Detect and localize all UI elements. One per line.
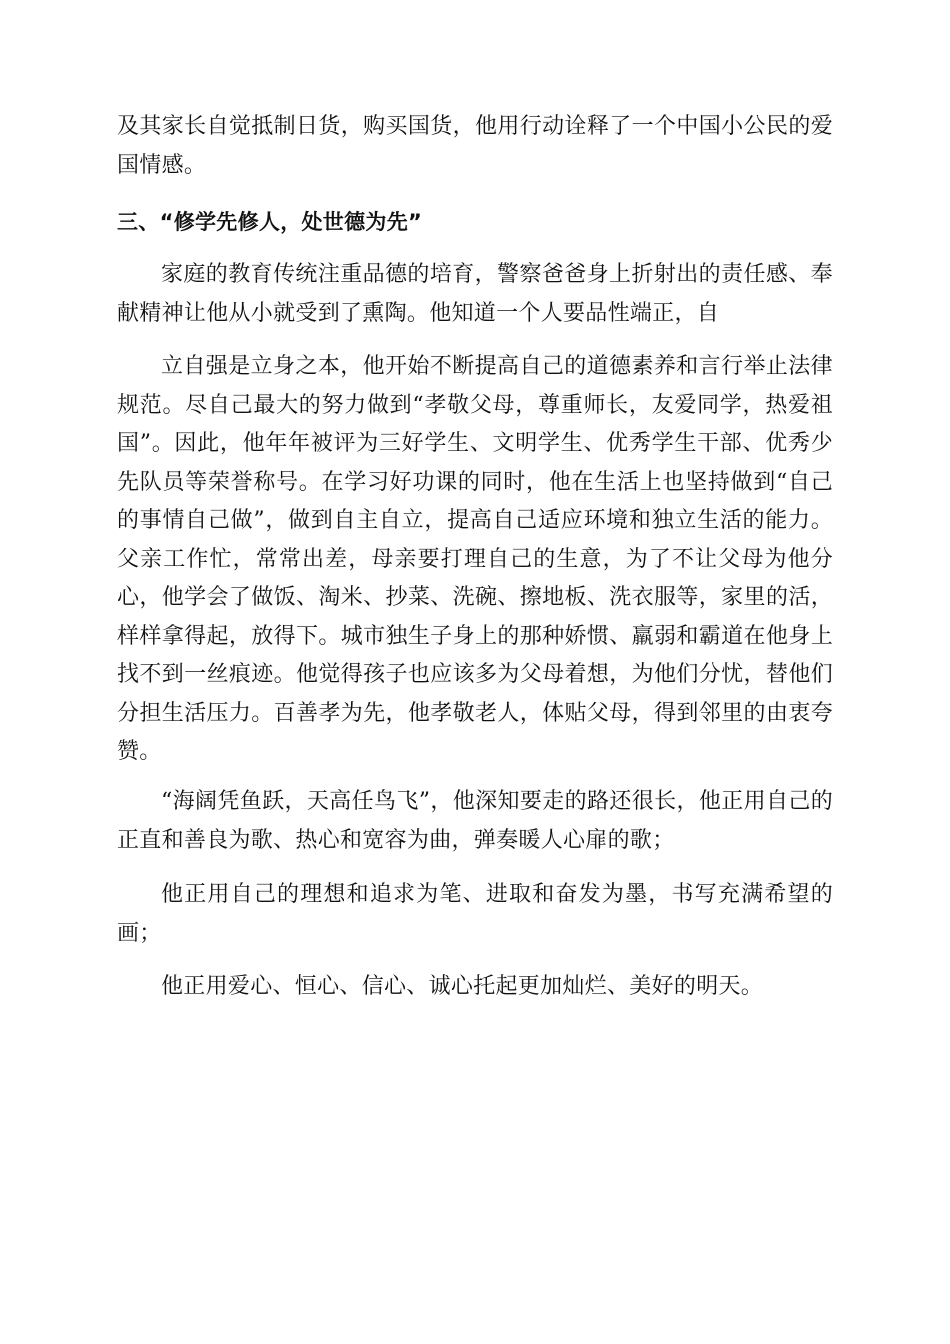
body-paragraph: 他正用自己的理想和追求为笔、进取和奋发为墨，书写充满希望的画； — [117, 882, 833, 946]
body-paragraph: 他正用爱心、恒心、信心、诚心托起更加灿烂、美好的明天。 — [161, 974, 764, 999]
continuation-paragraph: 及其家长自觉抵制日货，购买国货，他用行动诠释了一个中国小公民的爱国情感。 — [117, 114, 833, 178]
section-heading: 三、“修学先修人，处世德为先” — [117, 210, 423, 234]
body-paragraph: 立自强是立身之本，他开始不断提高自己的道德素养和言行举止法律规范。尽自己最大的努力做到“孝敬父母，尊重师长，友爱同学，热爱祖国”。因此，他年年被评为三好学生、文明学生、优秀学生干部、优秀少先队员等荣誉称号。在学习好功课的同时，他在生活上也坚持做到“自己的事情自己做”，做到自主自立，提高自己适应环境和独立生活的能力。父亲工作忙，常常出差，母亲要打理自己的生意，为了不让父母为他分心，他学会了做饭、淘米、抄菜、洗碗、擦地板、洗衣服等，家里的活，样样拿得起，放得下。城市独生子身上的那种娇惯、羸弱和霸道在他身上找不到一丝痕迹。他觉得孩子也应该多为父母着想，为他们分忧，替他们分担生活压力。百善孝为先，他孝敬老人，体贴父母，得到邻里的由衷夸赞。 — [117, 354, 833, 764]
body-paragraph: “海阔凭鱼跃，天高任鸟飞”，他深知要走的路还很长，他正用自己的正直和善良为歌、热心和宽容为曲，弹奏暖人心扉的歌； — [117, 789, 833, 853]
body-paragraph: 家庭的教育传统注重品德的培育，警察爸爸身上折射出的责任感、奉献精神让他从小就受到了熏陶。他知道一个人要品性端正，自 — [117, 262, 833, 326]
